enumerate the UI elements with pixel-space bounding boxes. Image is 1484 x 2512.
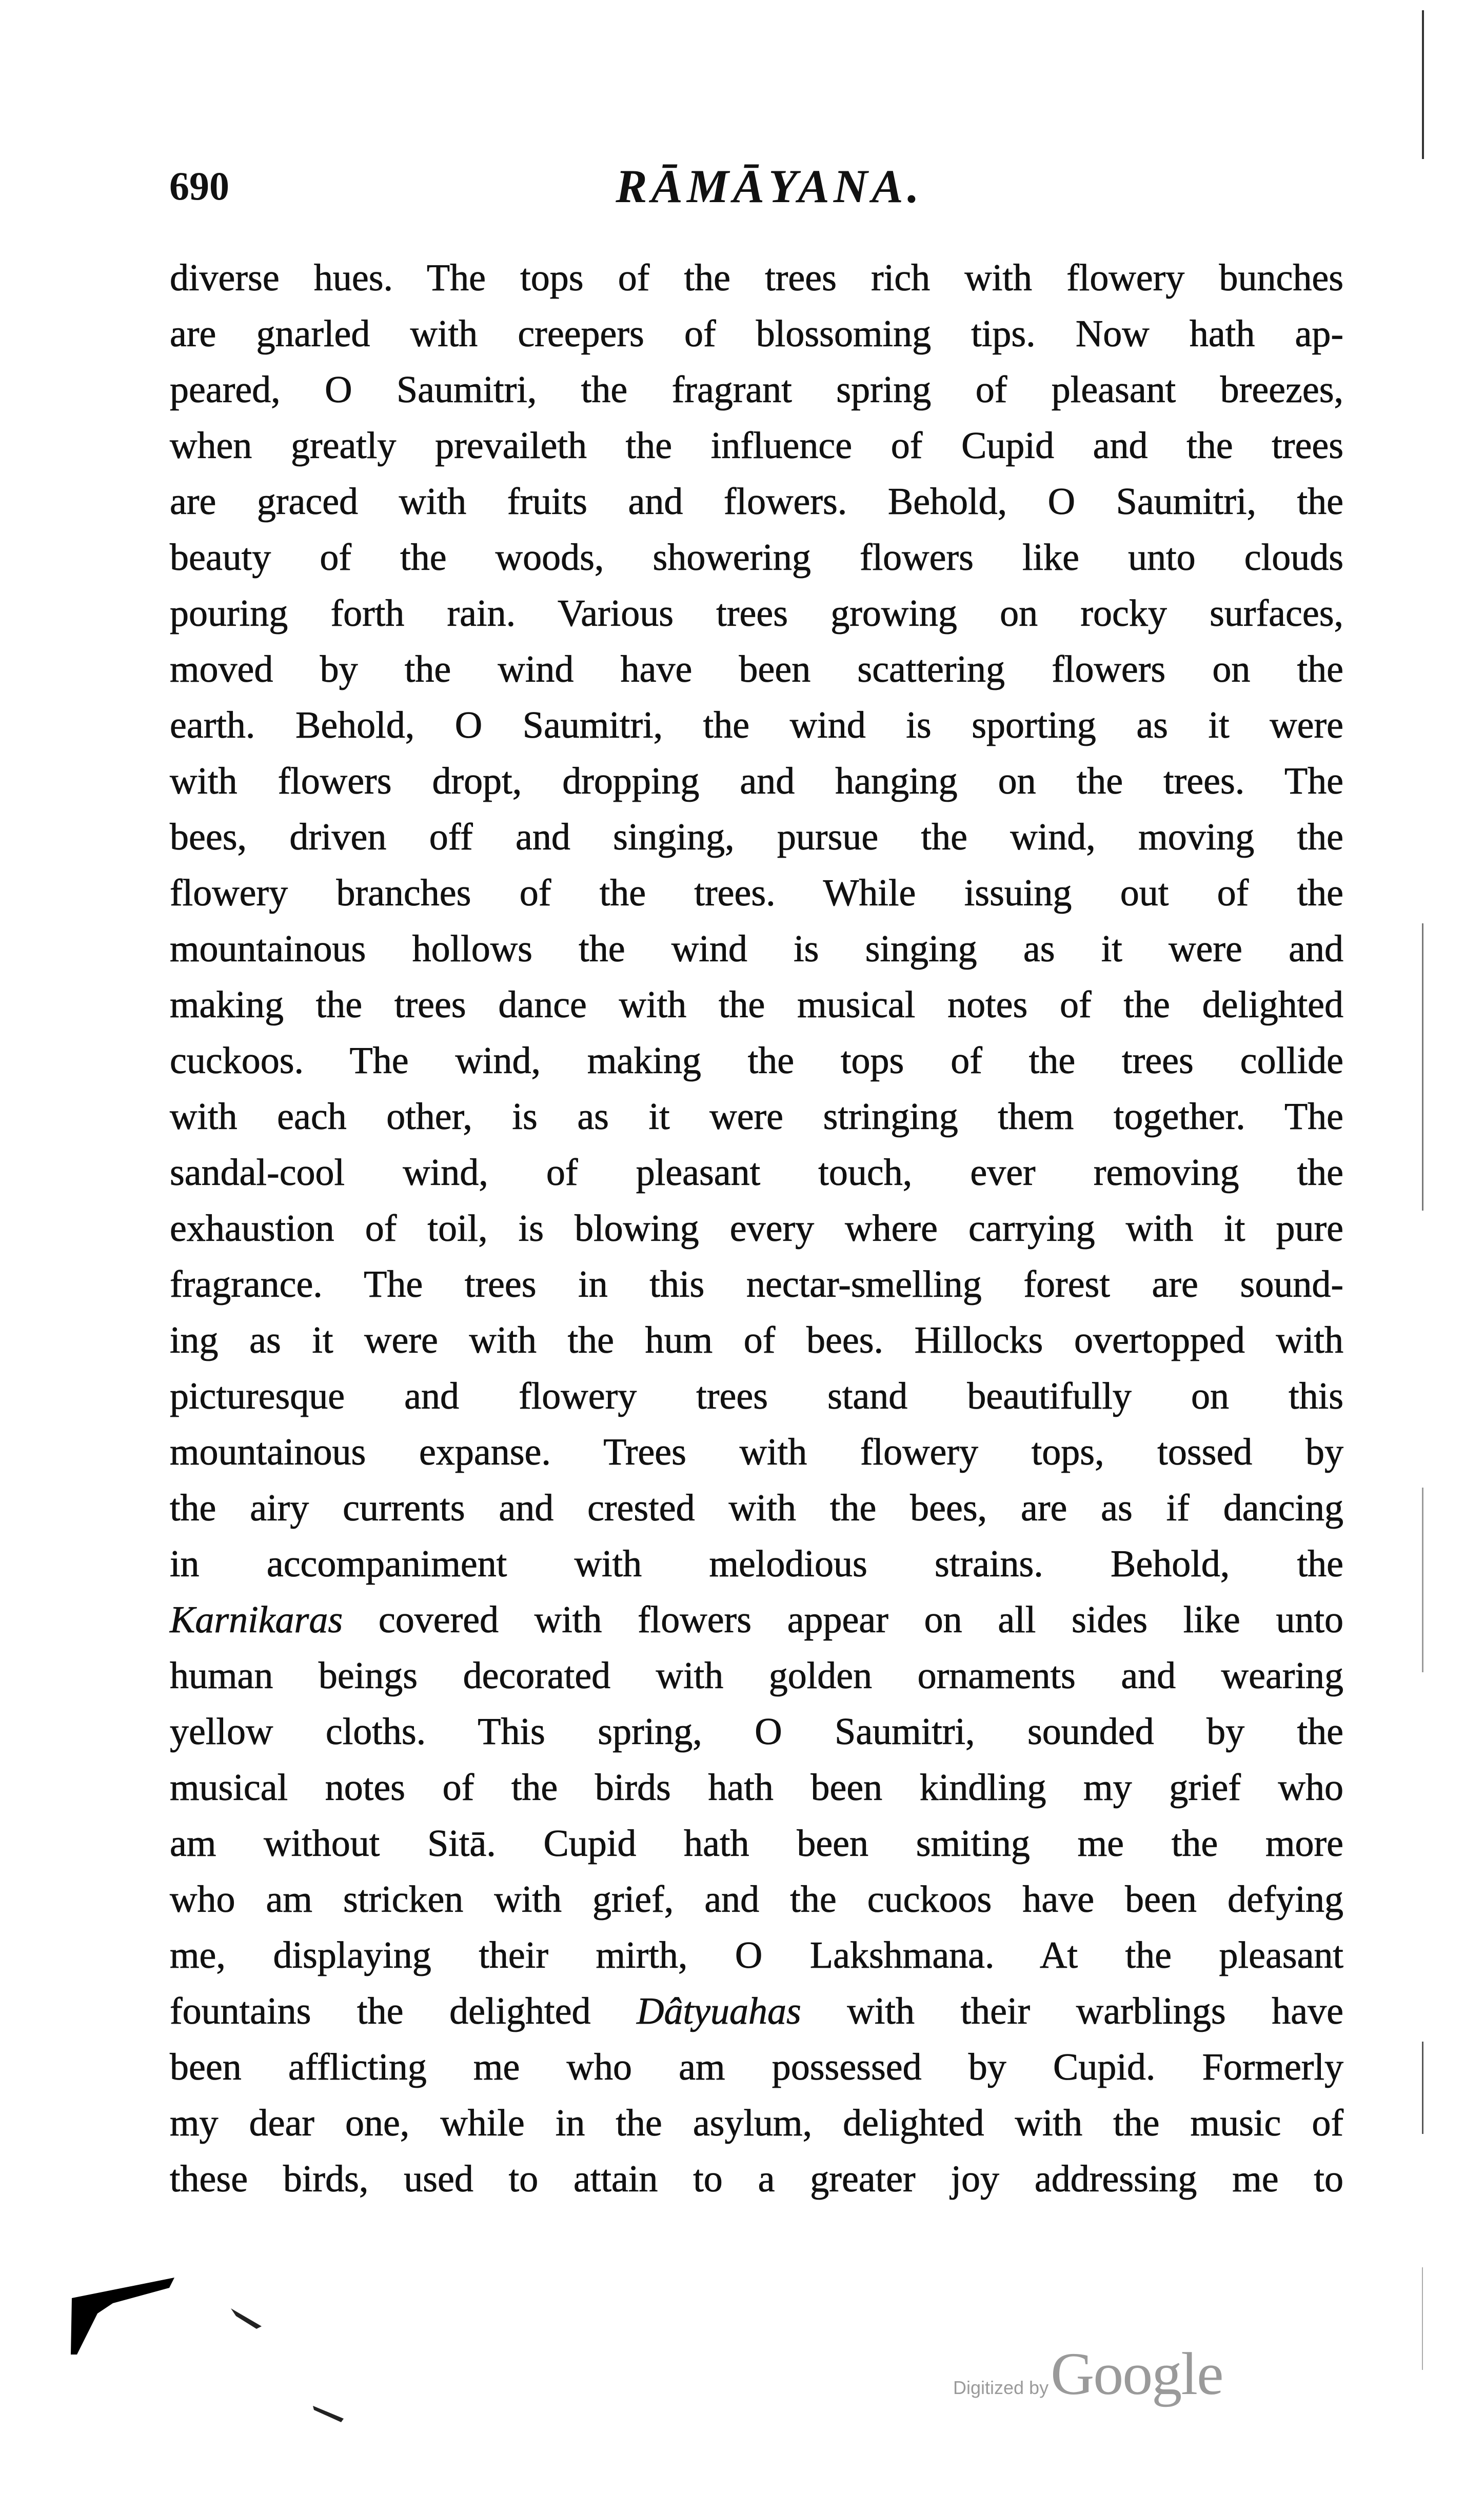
text-line: [170, 418, 1343, 474]
text-segment: who am stricken with grief, and the cuckoos have been defying: [170, 1878, 1343, 1921]
text-segment: ing as it were with the hum of bees. Hillocks overtopped with: [170, 1319, 1343, 1361]
text-segment: beauty of the woods, showering flowers like unto clouds: [170, 537, 1343, 579]
text-segment: flowery branches of the trees. While issuing out of the: [170, 872, 1343, 914]
text-line: [170, 474, 1343, 530]
text-line: [170, 1984, 1343, 2040]
text-line: [170, 921, 1343, 977]
text-segment: in accompaniment with melodious strains. Behold, the: [170, 1543, 1343, 1585]
text-line: [170, 1872, 1343, 1928]
text-segment: mountainous hollows the wind is singing as it were and: [170, 928, 1343, 970]
text-segment: sandal-cool wind, of pleasant touch, ever removing the: [170, 1152, 1343, 1194]
text-segment: fragrance. The trees in this nectar-smelling forest are sound-: [170, 1263, 1343, 1306]
text-segment: covered with flowers appear on all sides like unto: [343, 1599, 1343, 1641]
text-line: [170, 1369, 1343, 1425]
text-line: [170, 1257, 1343, 1313]
text-line: [170, 2095, 1343, 2151]
text-line: [170, 698, 1343, 754]
text-segment: been afflicting me who am possessed by Cupid. Formerly: [170, 2046, 1343, 2088]
text-segment: earth. Behold, O Saumitri, the wind is sporting as it were: [170, 704, 1343, 746]
text-line: [170, 530, 1343, 586]
text-segment: diverse hues. The tops of the trees rich with flowery bunches: [170, 257, 1343, 299]
text-line: [170, 1033, 1343, 1089]
text-line: [170, 1760, 1343, 1816]
watermark-brand: Google: [1051, 2340, 1223, 2407]
text-segment: are graced with fruits and flowers. Behold, O Saumitri, the: [170, 481, 1343, 523]
italic-term: Karnikaras: [170, 1599, 343, 1641]
scan-edge-line: [1422, 2042, 1423, 2134]
text-line: [170, 1089, 1343, 1145]
text-segment: human beings decorated with golden ornaments and wearing: [170, 1655, 1343, 1697]
italic-term: Dâtyuahas: [637, 1990, 801, 2032]
text-line: [170, 2151, 1343, 2207]
text-segment: musical notes of the birds hath been kindling my grief who: [170, 1767, 1343, 1809]
scan-edge-line: [1422, 10, 1424, 159]
text-segment: pouring forth rain. Various trees growing on rocky surfaces,: [170, 592, 1343, 635]
text-segment: with their warblings have: [801, 1990, 1343, 2032]
text-line: [170, 1425, 1343, 1480]
google-watermark: [953, 2339, 1222, 2409]
text-line: [170, 1201, 1343, 1257]
text-segment: these birds, used to attain to a greater joy addressing me to: [170, 2158, 1343, 2200]
text-line: [170, 809, 1343, 865]
text-segment: moved by the wind have been scattering flowers on the: [170, 648, 1343, 690]
text-segment: me, displaying their mirth, O Lakshmana. At the pleasant: [170, 1934, 1343, 1976]
text-segment: cuckoos. The wind, making the tops of the trees collide: [170, 1040, 1343, 1082]
text-segment: yellow cloths. This spring, O Saumitri, sounded by the: [170, 1711, 1343, 1753]
scan-artifact-wedge: [67, 2278, 374, 2447]
text-line: [170, 362, 1343, 418]
text-segment: my dear one, while in the asylum, delighted with the music of: [170, 2102, 1343, 2144]
scan-edge-line: [1422, 2267, 1423, 2370]
watermark-prefix: Digitized by: [953, 2377, 1049, 2398]
page-number: 690: [169, 164, 229, 208]
text-segment: with each other, is as it were stringing them together. The: [170, 1096, 1343, 1138]
text-line: [170, 2040, 1343, 2095]
text-segment: picturesque and flowery trees stand beautifully on this: [170, 1375, 1343, 1417]
text-line: [170, 1536, 1343, 1592]
text-segment: exhaustion of toil, is blowing every where carrying with it pure: [170, 1208, 1343, 1250]
text-line: [170, 865, 1343, 921]
text-segment: when greatly prevaileth the influence of Cupid and the trees: [170, 425, 1343, 467]
text-line: [170, 1648, 1343, 1704]
running-title: RĀMĀYANA.: [616, 160, 923, 212]
text-line: [170, 642, 1343, 698]
scan-edge-line: [1422, 923, 1423, 1211]
text-line: [170, 754, 1343, 809]
text-line: [170, 1145, 1343, 1201]
text-segment: bees, driven off and singing, pursue the wind, moving the: [170, 816, 1343, 858]
text-line: [170, 306, 1343, 362]
text-line: [170, 1816, 1343, 1872]
text-line: [170, 250, 1343, 306]
text-line: [170, 1928, 1343, 1984]
text-line: [170, 1313, 1343, 1369]
text-line: [170, 1480, 1343, 1536]
text-line: [170, 977, 1343, 1033]
text-line: [170, 586, 1343, 642]
text-segment: are gnarled with creepers of blossoming tips. Now hath ap-: [170, 313, 1343, 355]
text-line: [170, 1592, 1343, 1648]
text-segment: the airy currents and crested with the bees, are as if dancing: [170, 1487, 1343, 1529]
text-line: [170, 1704, 1343, 1760]
text-segment: fountains the delighted: [170, 1990, 637, 2032]
text-segment: mountainous expanse. Trees with flowery tops, tossed by: [170, 1431, 1343, 1473]
text-segment: am without Sitā. Cupid hath been smiting me the more: [170, 1823, 1343, 1865]
scan-edge-line: [1422, 1488, 1423, 1672]
text-segment: peared, O Saumitri, the fragrant spring of pleasant breezes,: [170, 369, 1343, 411]
text-segment: making the trees dance with the musical notes of the delighted: [170, 984, 1343, 1026]
body-text: [170, 250, 1343, 2207]
text-segment: with flowers dropt, dropping and hanging on the trees. The: [170, 760, 1343, 802]
